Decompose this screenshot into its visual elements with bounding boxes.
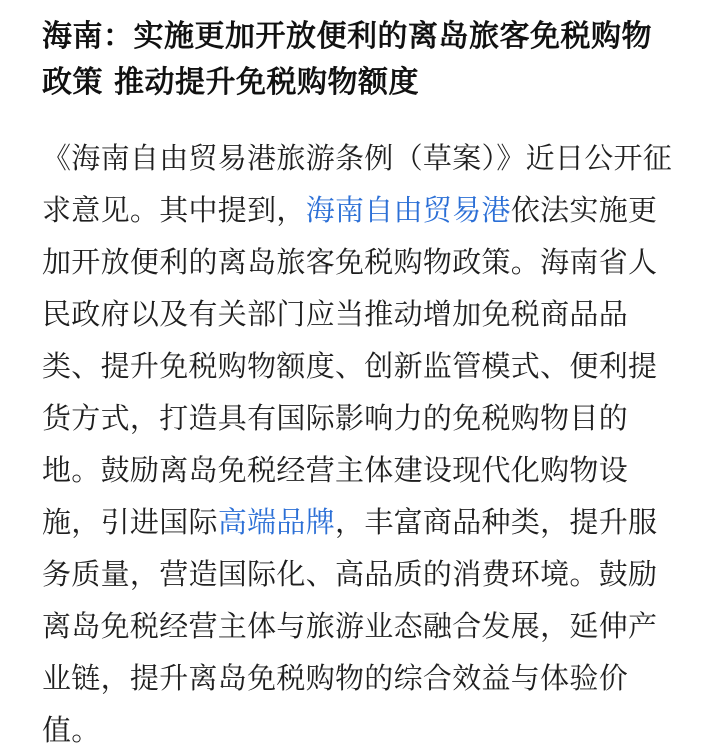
paragraph-text-part-3: ，丰富商品种类，提升服务质量，营造国际化、高品质的消费环境。鼓励离岛免税经营主体与旅游业态融合发展，延伸产业链，提升离岛免税购物的综合效益与体验价值。 bbox=[42, 505, 658, 747]
article-paragraph bbox=[42, 132, 680, 756]
paragraph-text-part-1: 《海南自由贸易港旅游条例（草案）》近日公开征求意见。其中提到， bbox=[42, 141, 673, 227]
paragraph-text-part-2: 依法实施更加开放便利的离岛旅客免税购物政策。海南省人民政府以及有关部门应当推动增加免税商品品类、提升免税购物额度、创新监管模式、便利提货方式，打造具有国际影响力的免税购物目的地。鼓励离岛免税经营主体建设现代化购物设施，引进国际 bbox=[42, 193, 658, 539]
article-headline: 海南：实施更加开放便利的离岛旅客免税购物政策 推动提升免税购物额度 bbox=[42, 19, 652, 100]
high-end-brands-link[interactable]: 高端品牌 bbox=[217, 505, 336, 539]
hainan-ftp-link[interactable]: 海南自由贸易港 bbox=[305, 193, 511, 227]
